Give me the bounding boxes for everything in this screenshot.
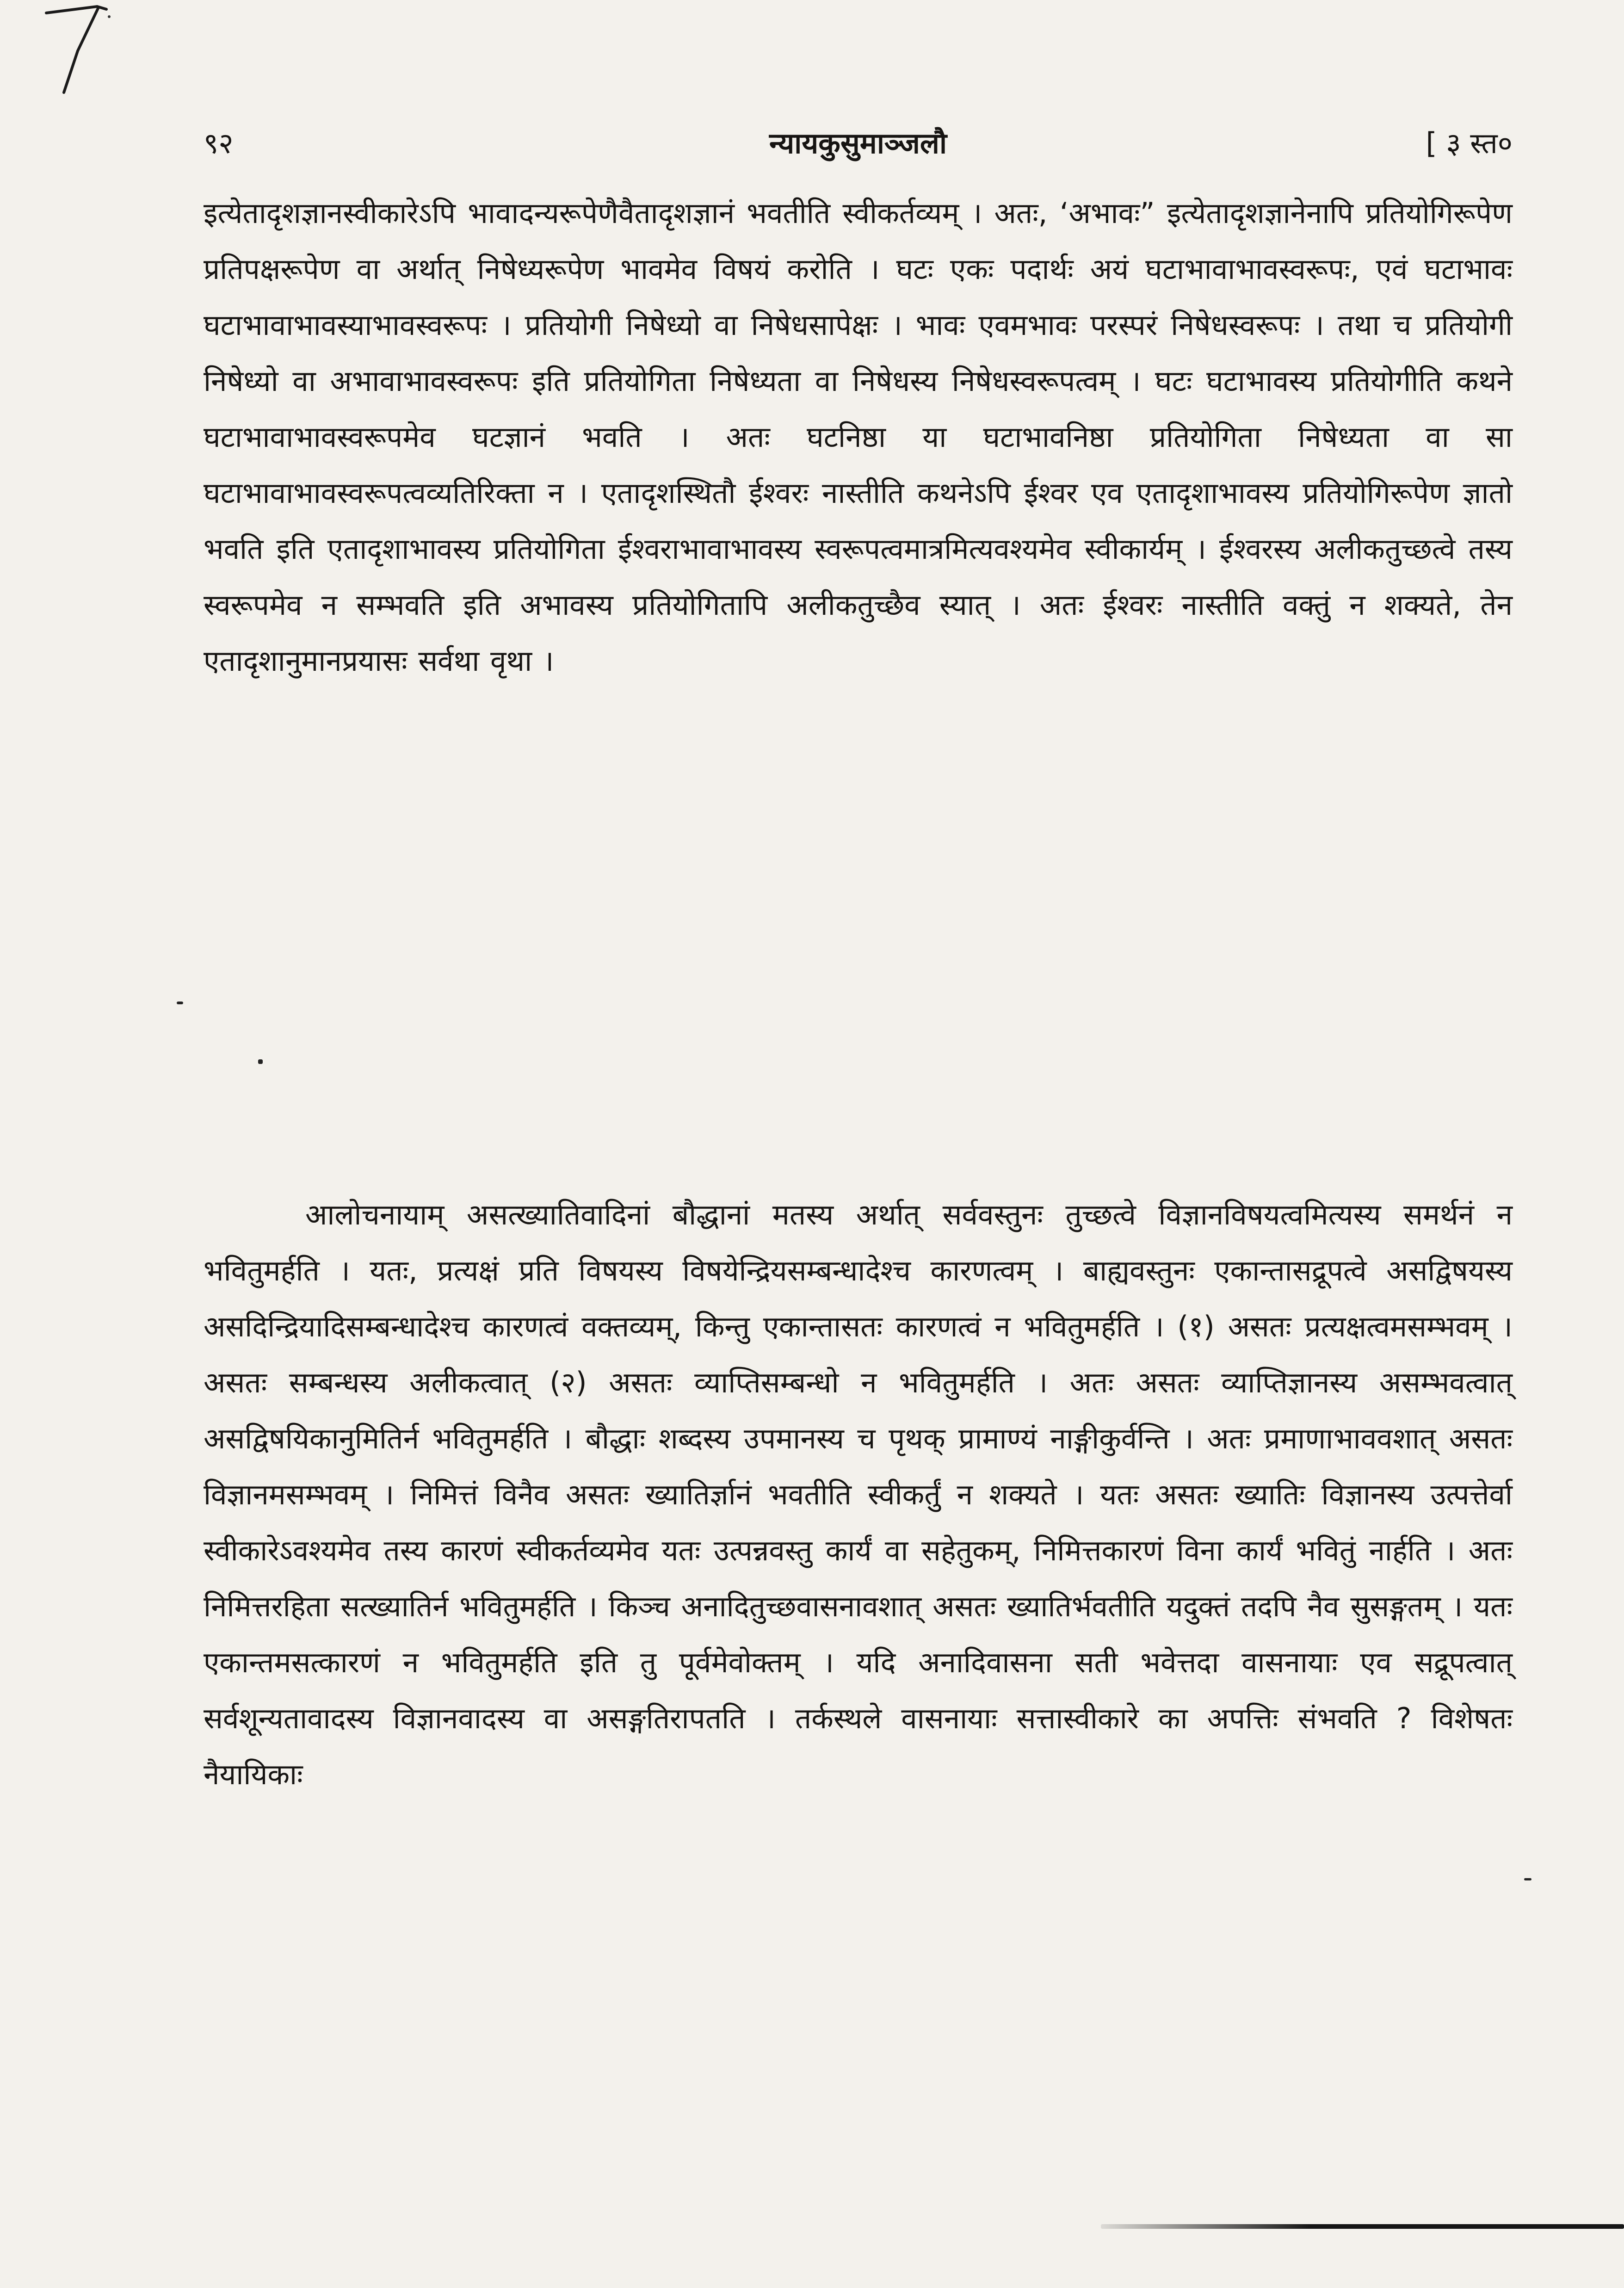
running-head xyxy=(204,118,1513,169)
book-title: न्यायकुसुमाञ्जलौ xyxy=(769,126,947,160)
paragraph-2: आलोचनायाम् असत्ख्यातिवादिनां बौद्धानां मतस्य अर्थात् सर्ववस्तुनः तुच्छत्वे विज्ञानविषयत्वमित्यस्य समर्थनं न भवितुमर्हति । यतः, प्रत्यक्षं प्रति विषयस्य विषयेन्द्रियसम्बन्धादेश्च कारणत्वम् । बाह्यवस्तुनः एकान्तासद्रूपत्वे असद्विषयस्य असदिन्द्रियादिसम्बन्धादेश्च कारणत्वं वक्तव्यम्, किन्तु एकान्तासतः कारणत्वं न भवितुमर्हति । (१) असतः प्रत्यक्षत्वमसम्भवम् । असतः सम्बन्धस्य अलीकत्वात् (२) असतः व्याप्तिसम्बन्धो न भवितुमर्हति । अतः असतः व्याप्तिज्ञानस्य असम्भवत्वात् असद्विषयिकानुमितिर्न भवितुमर्हति । बौद्धाः शब्दस्य उपमानस्य च पृथक् प्रामाण्यं नाङ्गीकुर्वन्ति । अतः प्रमाणाभाववशात् असतः विज्ञानमसम्भवम् । निमित्तं विनैव असतः ख्यातिर्ज्ञानं भवतीति स्वीकर्तुं न शक्यते । यतः असतः ख्यातिः विज्ञानस्य उत्पत्तेर्वा स्वीकारेऽवश्यमेव तस्य कारणं स्वीकर्तव्यमेव यतः उत्पन्नवस्तु कार्यं वा सहेतुकम्, निमित्तकारणं विना कार्यं भवितुं नार्हति । अतः निमित्तरहिता सत्ख्यातिर्न भवितुमर्हति । किञ्च अनादितुच्छवासनावशात् असतः ख्यातिर्भवतीति यदुक्तं तदपि नैव सुसङ्गतम् । यतः एकान्तमसत्कारणं न भवितुमर्हति इति तु पूर्वमेवोक्तम् । यदि अनादिवासना सती भवेत्तदा वासनायाः एव सद्रूपत्वात् सर्वशून्यतावादस्य विज्ञानवादस्य वा असङ्गतिरापतति । तर्कस्थले वासनायाः सत्तास्वीकारे का अपत्तिः संभवति ? विशेषतः नैयायिकाः xyxy=(204,1198,1513,1791)
handwritten-pen-mark xyxy=(28,0,111,102)
page-number: ९२ xyxy=(204,126,234,160)
scan-speck xyxy=(1524,1878,1531,1880)
bottom-rule xyxy=(1101,2224,1624,2229)
scan-speck xyxy=(177,1002,183,1004)
paragraph-1: इत्येतादृशज्ञानस्वीकारेऽपि भावादन्यरूपेणैवैतादृशज्ञानं भवतीति स्वीकर्तव्यम् । अतः, ‘अभावः” इत्येतादृशज्ञानेनापि प्रतियोगिरूपेण प्रतिपक्षरूपेण वा अर्थात् निषेध्यरूपेण भावमेव विषयं करोति । घटः एकः पदार्थः अयं घटाभावाभावस्वरूपः, एवं घटाभावः घटाभावाभावस्याभावस्वरूपः । प्रतियोगी निषेध्यो वा निषेधसापेक्षः । भावः एवमभावः परस्परं निषेधस्वरूपः । तथा च प्रतियोगी निषेध्यो वा अभावाभावस्वरूपः इति प्रतियोगिता निषेध्यता वा निषेधस्य निषेधस्वरूपत्वम् । घटः घटाभावस्य प्रतियोगीति कथने घटाभावाभावस्वरूपमेव घटज्ञानं भवति । अतः घटनिष्ठा या घटाभावनिष्ठा प्रतियोगिता निषेध्यता वा सा घटाभावाभावस्वरूपत्वव्यतिरिक्ता न । एतादृशस्थितौ ईश्वरः नास्तीति कथनेऽपि ईश्वर एव एतादृशाभावस्य प्रतियोगिरूपेण ज्ञातो भवति इति एतादृशाभावस्य प्रतियोगिता ईश्वराभावाभावस्य स्वरूपत्वमात्रमित्यवश्यमेव स्वीकार्यम् । ईश्वरस्य अलीकतुच्छत्वे तस्य स्वरूपमेव न सम्भवति इति अभावस्य प्रतियोगितापि अलीकतुच्छैव स्यात् । अतः ईश्वरः नास्तीति वक्तुं न शक्यते, तेन एतादृशानुमानप्रयासः सर्वथा वृथा । xyxy=(204,196,1513,678)
section-marker: [ ३ स्त० xyxy=(1426,126,1513,160)
scan-speck xyxy=(258,1059,263,1064)
